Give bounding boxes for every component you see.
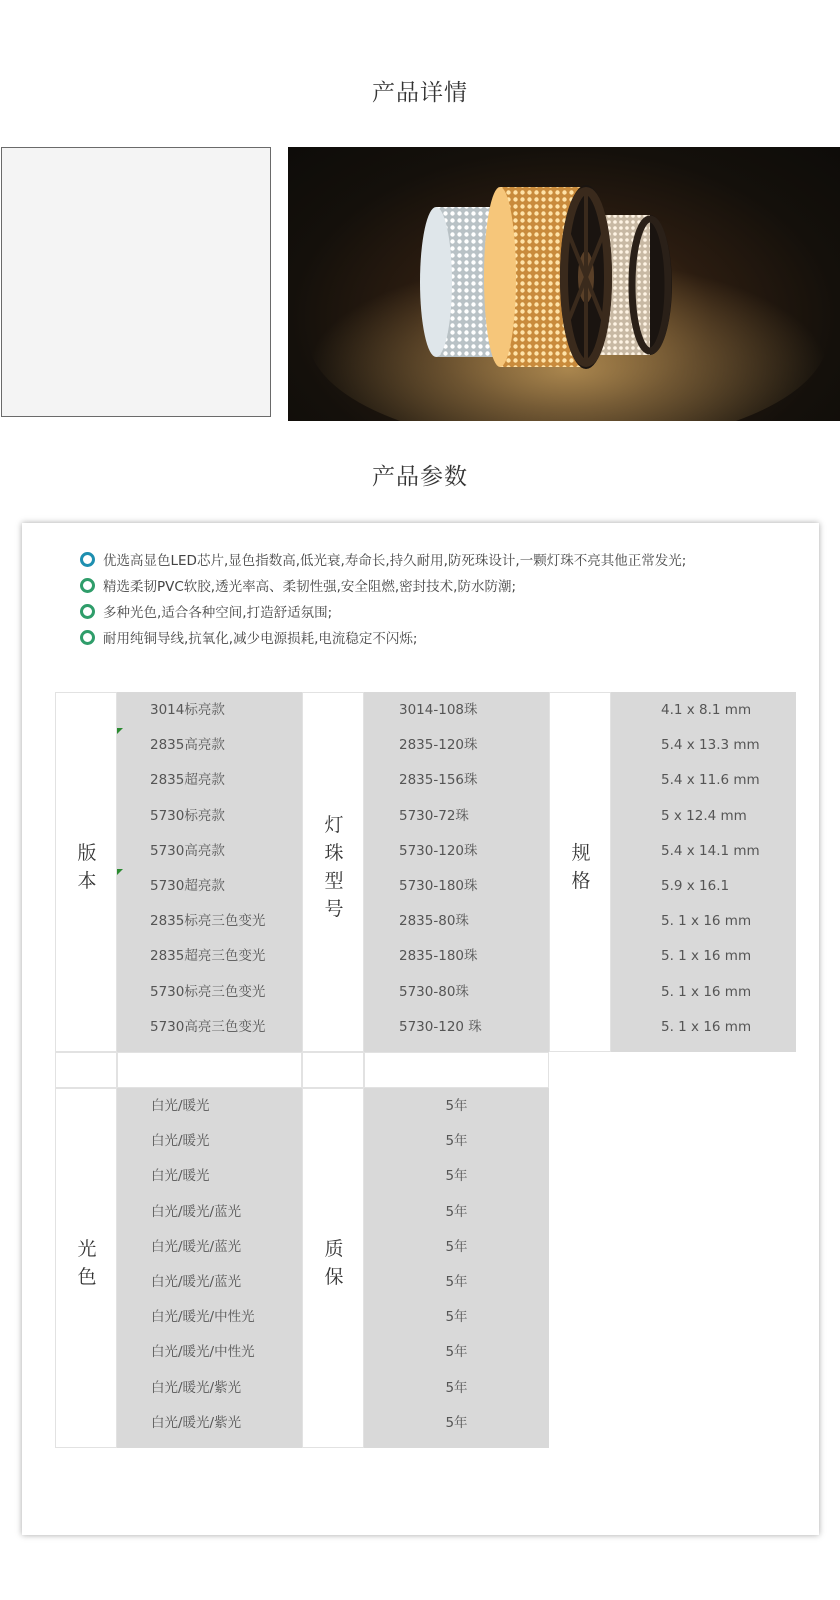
- light-color-cell: 白光/暖光/中性光: [151, 1309, 255, 1326]
- color-header-cell: [55, 1088, 117, 1448]
- feature-item: [80, 627, 417, 647]
- warranty-cell: 5年: [445, 1168, 468, 1185]
- version-cell: 2835标亮三色变光: [150, 913, 266, 930]
- warranty-column: [364, 1088, 549, 1448]
- light-color-cell: 白光/暖光/紫光: [151, 1379, 242, 1396]
- warranty-cell: 5年: [445, 1414, 468, 1431]
- spec-cell: 5 x 12.4 mm: [661, 807, 747, 824]
- spec-header: 规格: [571, 842, 591, 892]
- bullet-icon: [80, 552, 95, 567]
- version-cell: 5730高亮三色变光: [150, 1018, 266, 1035]
- version-column: [117, 692, 302, 1052]
- spec-cell: 5.4 x 14.1 mm: [661, 842, 760, 859]
- bullet-icon: [80, 578, 95, 593]
- feature-text: 耐用纯铜导线,抗氧化,减少电源损耗,电流稳定不闪烁;: [103, 631, 418, 647]
- spec-cell: 4.1 x 8.1 mm: [661, 702, 752, 718]
- version-header: 版本: [77, 842, 97, 892]
- light-color-cell: 白光/暖光: [151, 1098, 210, 1114]
- version-cell: 5730超亮款: [150, 878, 225, 894]
- bead-header-cell: [302, 692, 364, 1052]
- light-color-cell: 白光/暖光: [151, 1168, 210, 1185]
- bead-cell: 2835-120珠: [399, 737, 478, 754]
- feature-text: 多种光色,适合各种空间,打造舒适氛围;: [103, 605, 333, 621]
- spec-header-cell: [549, 692, 611, 1052]
- version-header-cell: [55, 692, 117, 1052]
- product-details-title: 产品详情: [372, 80, 468, 106]
- warranty-cell: 5年: [445, 1133, 468, 1150]
- warranty-cell: 5年: [445, 1238, 468, 1255]
- feature-item: [80, 601, 332, 621]
- led-strip-reels-image: [288, 147, 840, 421]
- version-cell: 2835超亮款: [150, 772, 225, 789]
- spec-column: [611, 692, 796, 1052]
- spacer-cell: [55, 1052, 117, 1088]
- light-color-cell: 白光/暖光/蓝光: [151, 1203, 242, 1220]
- version-cell: 5730标亮款: [150, 807, 225, 824]
- bead-cell: 2835-180珠: [399, 948, 478, 965]
- spec-cell: 5.9 x 16.1: [661, 878, 730, 894]
- led-reels-illustration: [288, 147, 840, 421]
- light-color-cell: 白光/暖光/中性光: [151, 1344, 255, 1361]
- product-image-placeholder: [1, 147, 271, 417]
- spec-cell: 5. 1 x 16 mm: [661, 1018, 752, 1035]
- feature-text: 精选柔韧PVC软胶,透光率高、柔韧性强,安全阻燃,密封技术,防水防潮;: [103, 579, 517, 595]
- warranty-cell: 5年: [445, 1379, 468, 1396]
- spec-cell: 5. 1 x 16 mm: [661, 948, 752, 965]
- color-column: [117, 1088, 302, 1448]
- bead-cell: 5730-120 珠: [399, 1018, 482, 1035]
- warranty-header-cell: [302, 1088, 364, 1448]
- feature-item: [80, 575, 516, 595]
- warranty-header: 质保: [324, 1238, 344, 1288]
- bullet-icon: [80, 630, 95, 645]
- warm-reel: [484, 185, 612, 369]
- warranty-cell: 5年: [445, 1274, 468, 1290]
- version-cell: 5730标亮三色变光: [150, 983, 266, 1000]
- feature-text: 优选高显色LED芯片,显色指数高,低光衰,寿命长,持久耐用,防死珠设计,一颗灯珠不亮其他正常发光;: [103, 553, 687, 569]
- bead-cell: 5730-180珠: [399, 878, 478, 894]
- warranty-cell: 5年: [445, 1098, 468, 1114]
- version-cell: 3014标亮款: [150, 702, 225, 718]
- bead-cell: 3014-108珠: [399, 702, 478, 718]
- color-header: 光色: [77, 1238, 97, 1288]
- spec-cell: 5.4 x 13.3 mm: [661, 737, 760, 754]
- bead-cell: 5730-72珠: [399, 807, 469, 824]
- bullet-icon: [80, 604, 95, 619]
- warranty-cell: 5年: [445, 1203, 468, 1220]
- spec-cell: 5.4 x 11.6 mm: [661, 772, 760, 789]
- bead-header: 灯珠型号: [324, 814, 344, 920]
- warranty-cell: 5年: [445, 1309, 468, 1326]
- spacer-cell: [302, 1052, 364, 1088]
- light-color-cell: 白光/暖光/蓝光: [151, 1238, 242, 1255]
- version-cell: 5730高亮款: [150, 842, 225, 859]
- params-card: [22, 523, 819, 1535]
- bead-cell: 2835-156珠: [399, 772, 478, 789]
- feature-item: [80, 549, 686, 569]
- spec-cell: 5. 1 x 16 mm: [661, 913, 752, 930]
- spacer-cell: [364, 1052, 549, 1088]
- spacer-cell: [117, 1052, 302, 1088]
- warranty-cell: 5年: [445, 1344, 468, 1361]
- product-params-title: 产品参数: [372, 464, 468, 490]
- bead-cell: 5730-120珠: [399, 842, 478, 859]
- version-cell: 2835高亮款: [150, 737, 225, 754]
- bead-cell: 5730-80珠: [399, 983, 469, 1000]
- light-color-cell: 白光/暖光/紫光: [151, 1414, 242, 1431]
- bead-cell: 2835-80珠: [399, 913, 469, 930]
- spec-cell: 5. 1 x 16 mm: [661, 983, 752, 1000]
- light-color-cell: 白光/暖光/蓝光: [151, 1274, 242, 1290]
- version-cell: 2835超亮三色变光: [150, 948, 266, 965]
- light-color-cell: 白光/暖光: [151, 1133, 210, 1150]
- bead-column: [364, 692, 549, 1052]
